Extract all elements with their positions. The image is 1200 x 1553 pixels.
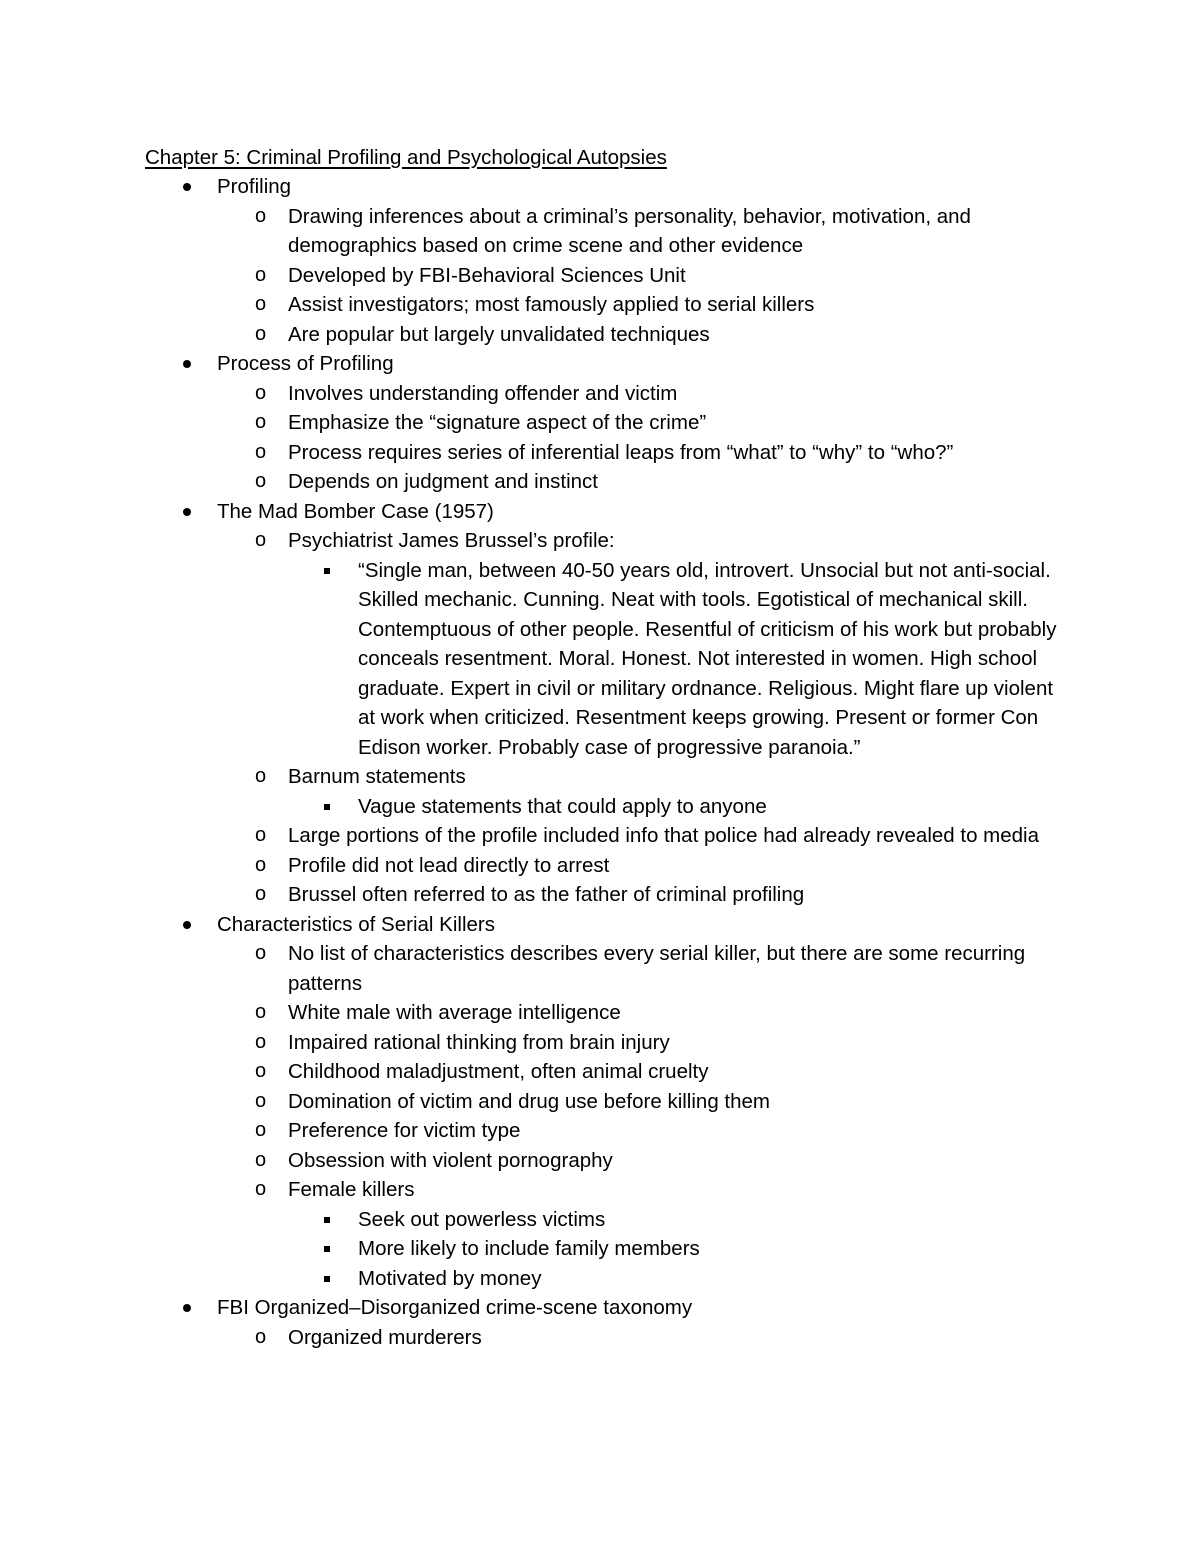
sub-item	[0, 438, 1048, 468]
sub-sub-item	[0, 556, 1058, 763]
page-title: Chapter 5: Criminal Profiling and Psychological Autopsies	[145, 146, 667, 169]
bullet-item	[0, 172, 1200, 202]
item-text: Female killers	[288, 1178, 415, 1201]
item-text: Are popular but largely unvalidated techniques	[288, 322, 710, 346]
bullet-square-icon	[324, 1217, 330, 1223]
sub-item	[0, 202, 1048, 261]
sub-item	[0, 320, 1048, 350]
sub-item	[0, 526, 1048, 556]
sub-item	[0, 1116, 1048, 1146]
bullet-square-icon	[324, 804, 330, 810]
item-text: Process requires series of inferential leaps from “what” to “why” to “who?”	[288, 440, 954, 464]
item-text: Seek out powerless victims	[358, 1207, 606, 1231]
bullet-circle-icon: o	[255, 1060, 267, 1082]
item-text: Childhood maladjustment, often animal cruelty	[288, 1060, 709, 1083]
bullet-circle-icon: o	[255, 1325, 267, 1348]
bullet-circle-icon: o	[255, 411, 267, 433]
item-text: The Mad Bomber Case (1957)	[217, 499, 494, 523]
bullet-circle-icon: o	[255, 1030, 267, 1053]
sub-sub-item	[0, 1264, 1058, 1294]
bullet-circle-icon: o	[255, 322, 267, 345]
sub-item	[0, 261, 1048, 291]
item-text: Profile did not lead directly to arrest	[288, 853, 610, 877]
bullet-square-icon	[324, 1246, 330, 1252]
item-text: Profiling	[217, 175, 292, 198]
bullet-dot-icon	[183, 183, 191, 191]
bullet-dot-icon	[183, 921, 191, 929]
bullet-circle-icon: o	[255, 1001, 267, 1023]
item-text: Impaired rational thinking from brain injury	[288, 1030, 670, 1054]
bullet-circle-icon: o	[255, 853, 267, 876]
bullet-item	[0, 910, 1200, 940]
item-text: Barnum statements	[288, 765, 466, 788]
item-text: Large portions of the profile included info that police had already revealed to media	[288, 824, 1040, 847]
bullet-circle-icon: o	[255, 293, 267, 315]
bullet-circle-icon: o	[255, 1178, 267, 1200]
bullet-dot-icon	[183, 508, 191, 516]
sub-item	[0, 939, 1048, 998]
bullet-item	[0, 1293, 1200, 1323]
outline-list	[0, 172, 1200, 1352]
bullet-circle-icon: o	[255, 883, 267, 905]
item-text: FBI Organized–Disorganized crime-scene taxonomy	[217, 1296, 693, 1319]
item-text: Brussel often referred to as the father of criminal profiling	[288, 883, 805, 906]
sub-item	[0, 408, 1048, 438]
sub-item	[0, 1028, 1048, 1058]
bullet-square-icon	[324, 1276, 330, 1282]
bullet-circle-icon: o	[255, 1119, 267, 1141]
bullet-square-icon	[324, 568, 330, 574]
item-text: Emphasize the “signature aspect of the crime”	[288, 411, 707, 434]
item-text: Depends on judgment and instinct	[288, 470, 598, 493]
item-text: Organized murderers	[288, 1325, 482, 1349]
item-text: White male with average intelligence	[288, 1001, 621, 1024]
item-text: Developed by FBI-Behavioral Sciences Unit	[288, 263, 686, 287]
item-text: Motivated by money	[358, 1266, 542, 1290]
bullet-circle-icon: o	[255, 440, 267, 463]
sub-item	[0, 1323, 1048, 1353]
bullet-dot-icon	[183, 360, 191, 368]
sub-sub-item	[0, 792, 1058, 822]
item-text: Process of Profiling	[217, 352, 394, 375]
bullet-circle-icon: o	[255, 381, 267, 404]
item-text: No list of characteristics describes every serial killer, but there are some recurring patterns	[288, 942, 1026, 995]
sub-sub-item	[0, 1205, 1058, 1235]
item-text: Domination of victim and drug use before killing them	[288, 1089, 770, 1113]
sub-item	[0, 467, 1048, 497]
item-text: “Single man, between 40-50 years old, introvert. Unsocial but not anti-social. Skilled mechanic. Cunning. Neat with tools. Egotistical of mechanical skill. Contemptuous of other people. Resentful of criticism of his work but probably conceals resentment. Moral. Honest. Not interested in women. High school graduate. Expert in civil or military ordnance. Religious. Might flare up violent at work when criticized. Resentment keeps growing. Present or former Con Edison worker. Probably case of progressive paranoia.”	[358, 558, 1057, 759]
bullet-circle-icon: o	[255, 942, 267, 964]
sub-item	[0, 1175, 1048, 1205]
sub-item	[0, 821, 1048, 851]
bullet-dot-icon	[183, 1304, 191, 1312]
item-text: Drawing inferences about a criminal’s personality, behavior, motivation, and demographics based on crime scene and other evidence	[288, 204, 971, 257]
sub-item	[0, 379, 1048, 409]
sub-item	[0, 998, 1048, 1028]
sub-item	[0, 762, 1048, 792]
item-text: Vague statements that could apply to anyone	[358, 794, 767, 818]
bullet-circle-icon: o	[255, 765, 267, 787]
item-text: Preference for victim type	[288, 1119, 521, 1142]
bullet-item	[0, 349, 1200, 379]
item-text: Characteristics of Serial Killers	[217, 912, 495, 936]
item-text: Obsession with violent pornography	[288, 1148, 613, 1172]
bullet-circle-icon: o	[255, 1148, 267, 1171]
bullet-circle-icon: o	[255, 470, 267, 492]
sub-item	[0, 1087, 1048, 1117]
sub-item	[0, 290, 1048, 320]
sub-item	[0, 851, 1048, 881]
item-text: Assist investigators; most famously applied to serial killers	[288, 293, 815, 316]
bullet-circle-icon: o	[255, 824, 267, 846]
bullet-circle-icon: o	[255, 1089, 267, 1112]
bullet-circle-icon: o	[255, 204, 267, 227]
sub-item	[0, 1146, 1048, 1176]
item-text: Involves understanding offender and victim	[288, 381, 678, 405]
item-text: More likely to include family members	[358, 1237, 700, 1260]
sub-sub-item	[0, 1234, 1058, 1264]
bullet-circle-icon: o	[255, 529, 267, 551]
item-text: Psychiatrist James Brussel’s profile:	[288, 529, 615, 552]
bullet-circle-icon: o	[255, 263, 267, 286]
bullet-item	[0, 497, 1200, 527]
sub-item	[0, 1057, 1048, 1087]
sub-item	[0, 880, 1048, 910]
